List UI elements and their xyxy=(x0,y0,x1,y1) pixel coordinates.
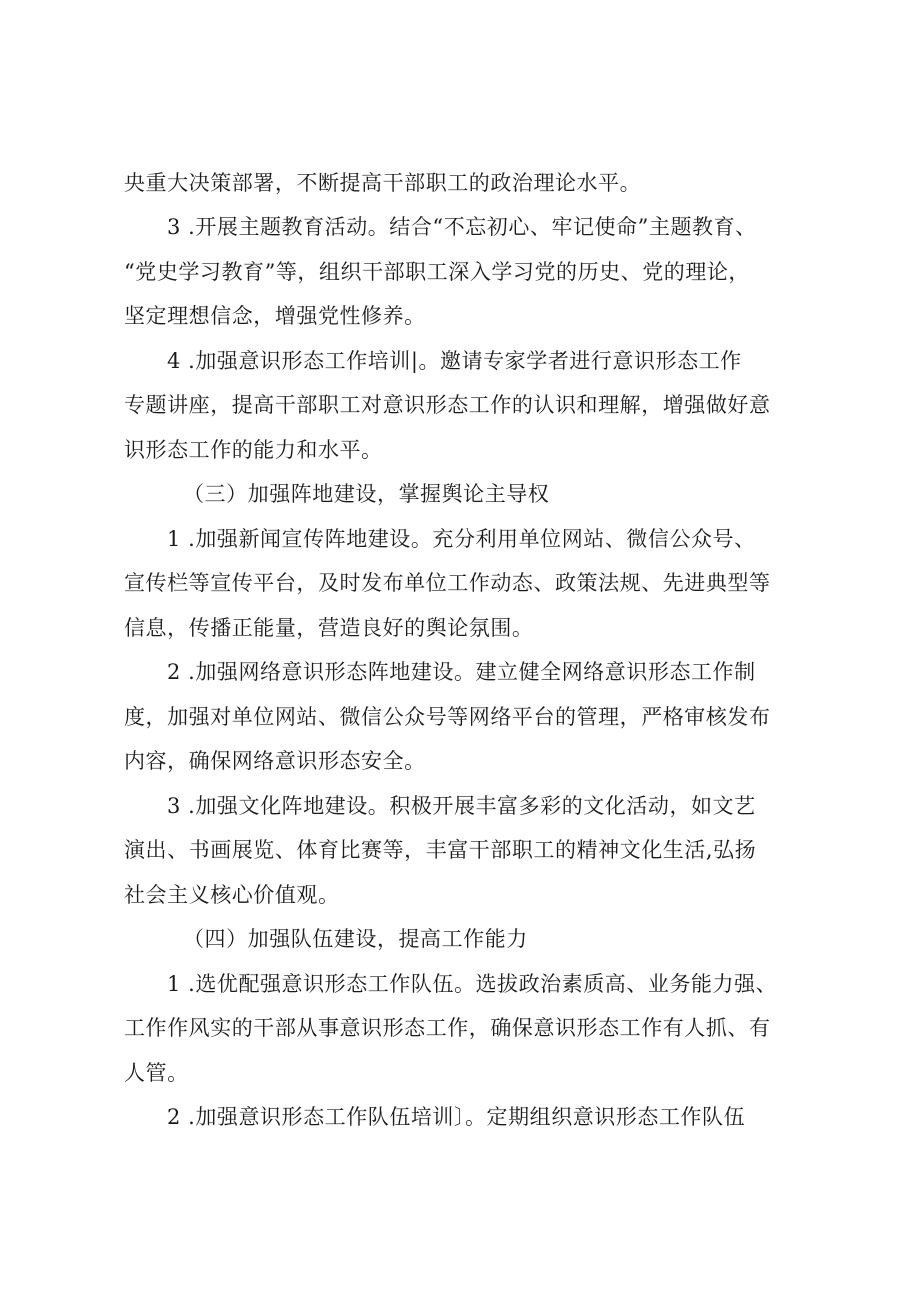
text-line: 1 .加强新闻宣传阵地建设。充分利用单位网站、微信公众号、 xyxy=(167,527,756,551)
text-line: 1 .选优配强意识形态工作队伍。选拔政治素质高、业务能力强、 xyxy=(167,972,778,996)
text-line: 信息，传播正能量，营造良好的舆论氛围。 xyxy=(124,616,534,640)
text-line: 专题讲座，提高干部职工对意识形态工作的认识和理解，增强做好意 xyxy=(124,393,771,417)
text-line: 4 .加强意识形态工作培训|。邀请专家学者进行意识形态工作 xyxy=(167,349,742,373)
text-line: 2 .加强意识形态工作队伍培训〕。定期组织意识形态工作队伍 xyxy=(167,1105,746,1129)
text-line: 央重大决策部署，不断提高干部职工的政治理论水平。 xyxy=(124,171,642,195)
text-line: 工作作风实的干部从事意识形态工作，确保意识形态工作有人抓、有 xyxy=(124,1016,771,1040)
text-line: 度，加强对单位网站、微信公众号等网络平台的管理，严格审核发布 xyxy=(124,705,771,729)
text-line: 宣传栏等宣传平台，及时发布单位工作动态、政策法规、先进典型等 xyxy=(124,571,771,595)
text-line: 坚定理想信念，增强党性修养。 xyxy=(124,304,426,328)
text-line: 3 .加强文化阵地建设。积极开展丰富多彩的文化活动，如文艺 xyxy=(167,794,756,818)
section-heading: （四）加强队伍建设，提高工作能力 xyxy=(183,927,528,951)
text-line: 内容，确保网络意识形态安全。 xyxy=(124,749,426,773)
section-heading: （三）加强阵地建设，掌握舆论主导权 xyxy=(183,482,550,506)
text-line: 2 .加强网络意识形态阵地建设。建立健全网络意识形态工作制 xyxy=(167,660,756,684)
text-line: 3 .开展主题教育活动。结合“不忘初心、牢记使命”主题教育、 xyxy=(167,215,757,239)
text-line: 演出、书画展览、体育比赛等，丰富干部职工的精神文化生活,弘扬 xyxy=(124,838,757,862)
text-line: “党史学习教育”等，组织干部职工深入学习党的历史、党的理论， xyxy=(124,260,750,284)
text-line: 社会主义核心价值观。 xyxy=(124,883,340,907)
text-line: 人管。 xyxy=(124,1061,189,1085)
text-line: 识形态工作的能力和水平。 xyxy=(124,438,383,462)
